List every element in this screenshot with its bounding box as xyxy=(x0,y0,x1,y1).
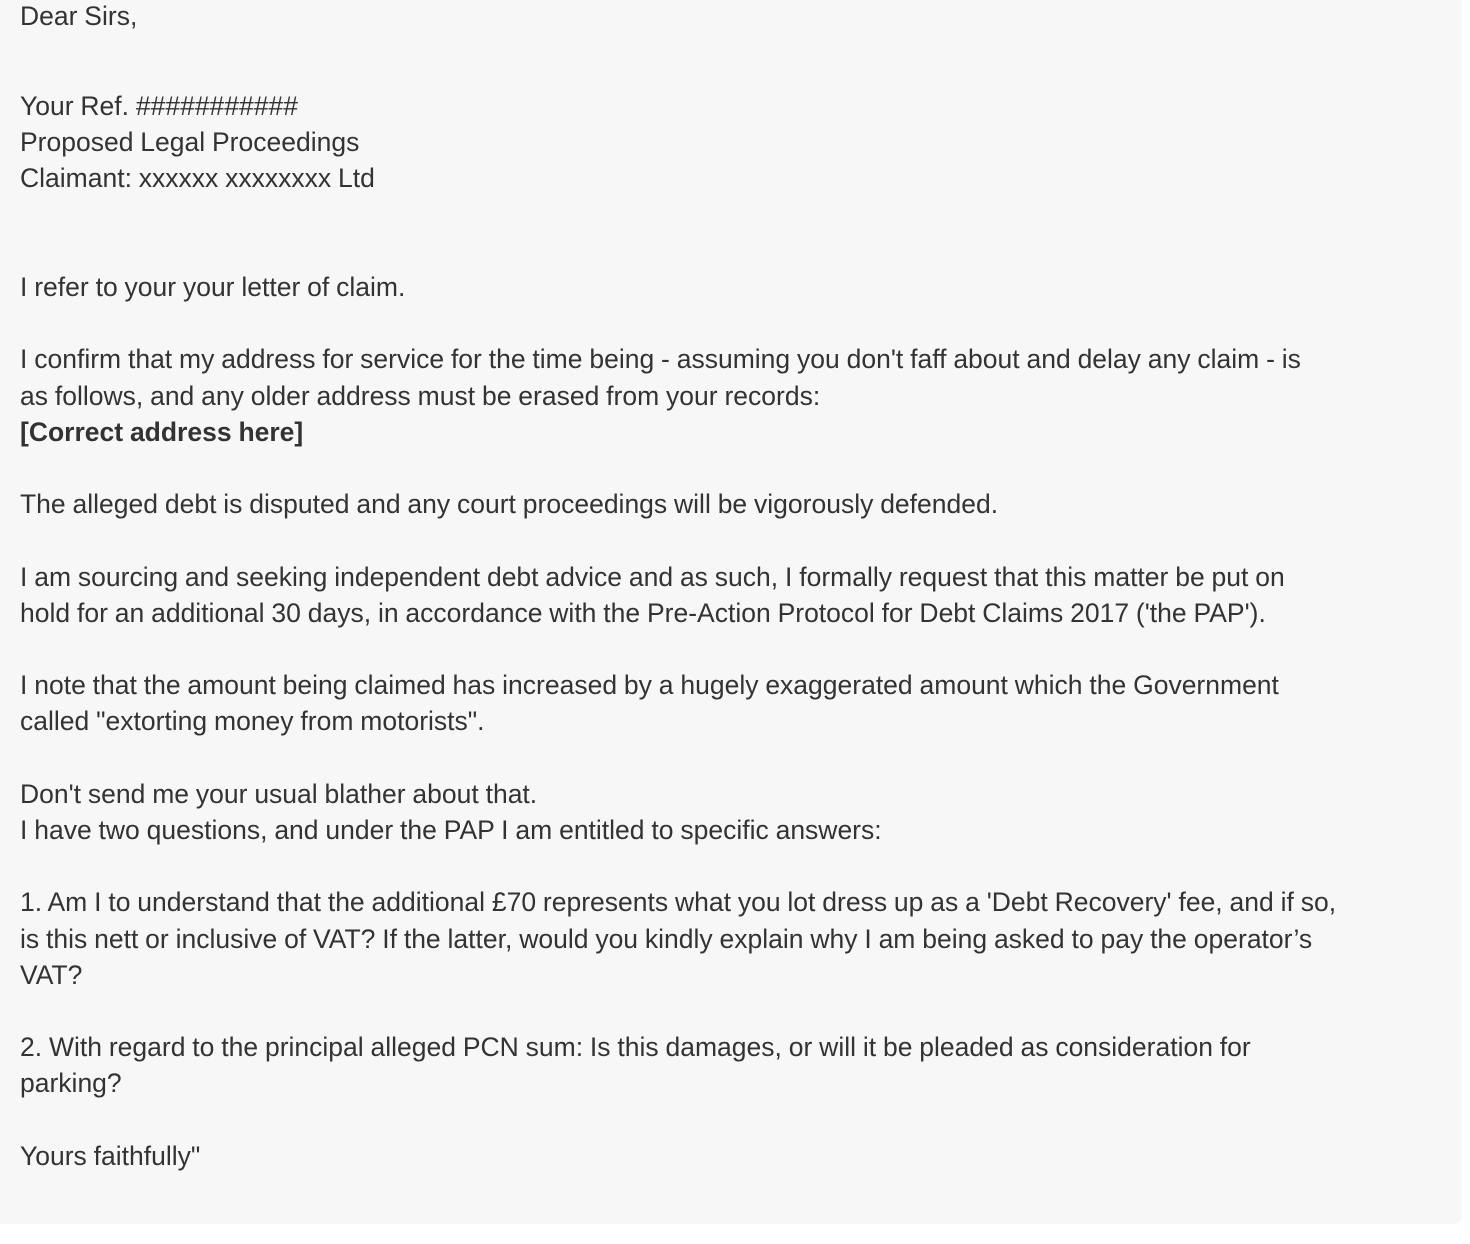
question-1 xyxy=(20,884,1440,993)
paragraph-text: I confirm that my address for service for the time being - assuming you don't faff about and delay any claim - is xyxy=(20,344,1301,375)
paragraph-text: hold for an additional 30 days, in accordance with the Pre-Action Protocol for Debt Claims 2017 ('the PAP'). xyxy=(20,597,1266,628)
question-2 xyxy=(20,1029,1440,1101)
paragraph-text: called "extorting money from motorists". xyxy=(20,706,485,737)
salutation-text: Dear Sirs, xyxy=(20,1,138,31)
signoff xyxy=(20,1138,1440,1174)
paragraph-dispute xyxy=(20,486,1440,522)
paragraph-address xyxy=(20,341,1440,450)
paragraph-text: I note that the amount being claimed has increased by a hugely exaggerated amount which the Government xyxy=(20,670,1279,701)
question-text: 2. With regard to the principal alleged PCN sum: Is this damages, or will it be pleaded as consideration for xyxy=(20,1032,1251,1063)
paragraph-questions-intro xyxy=(20,776,1440,848)
reference-block xyxy=(20,88,375,197)
subject-line: Proposed Legal Proceedings xyxy=(20,127,360,158)
paragraph-amount xyxy=(20,667,1440,739)
paragraph-refer xyxy=(20,269,1440,305)
question-text: parking? xyxy=(20,1068,122,1099)
address-placeholder: [Correct address here] xyxy=(20,416,304,447)
paragraph-text: I am sourcing and seeking independent debt advice and as such, I formally request that this matter be put on xyxy=(20,561,1285,592)
claimant-line: Claimant: xxxxxx xxxxxxxx Ltd xyxy=(20,163,375,194)
question-text: is this nett or inclusive of VAT? If the latter, would you kindly explain why I am being asked to pay the operator’s xyxy=(20,923,1313,954)
paragraph-text: The alleged debt is disputed and any court proceedings will be vigorously defended. xyxy=(20,489,999,520)
your-ref: Your Ref. ########### xyxy=(20,91,298,121)
paragraph-text: as follows, and any older address must be erased from your records: xyxy=(20,380,821,411)
paragraph-text: I have two questions, and under the PAP I am entitled to specific answers: xyxy=(20,814,882,845)
paragraph-advice xyxy=(20,559,1440,631)
paragraph-text: Don't send me your usual blather about that. xyxy=(20,778,538,809)
letter-body xyxy=(20,269,1440,1174)
question-text: 1. Am I to understand that the additional £70 represents what you lot dress up as a 'Debt Recovery' fee, and if so, xyxy=(20,887,1337,918)
question-text: VAT? xyxy=(20,959,83,990)
salutation xyxy=(20,0,137,34)
paragraph-text: I refer to your your letter of claim. xyxy=(20,272,406,302)
signoff-text: Yours faithfully" xyxy=(20,1140,201,1171)
